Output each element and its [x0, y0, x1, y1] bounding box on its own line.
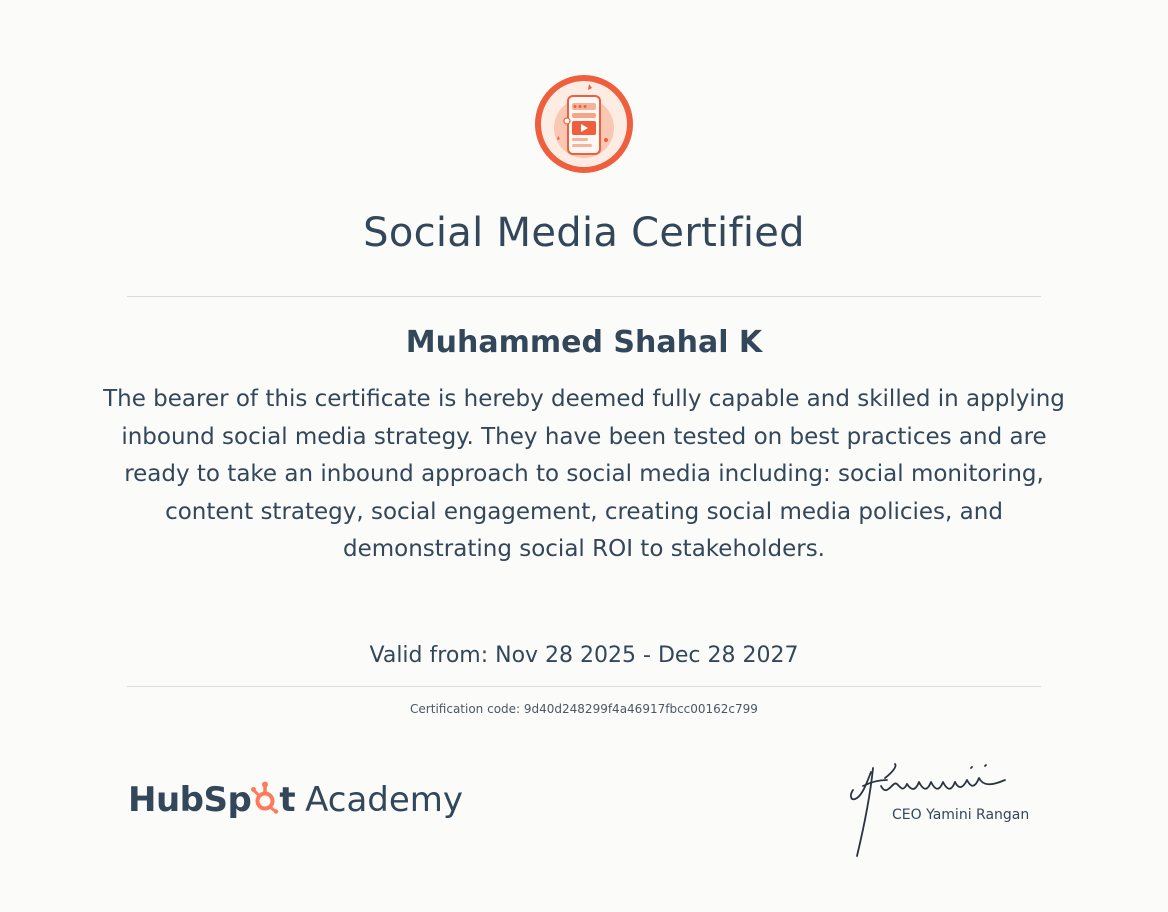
recipient-name: Muhammed Shahal K — [405, 325, 763, 360]
validity-dates: Valid from: Nov 28 2025 - Dec 28 2027 — [369, 643, 799, 668]
certificate-description: The bearer of this certificate is hereby deemed fully capable and skilled in applying inbound social media strategy. They have been tested on best practices and are ready to take an inbound approach to social media including: social monitoring, content strategy, social engagement, creating social media policies, and demonstrating social ROI to stakeholders. — [103, 386, 1065, 562]
hubspot-academy-logo — [128, 775, 463, 825]
certificate-title: Social Media Certified — [363, 210, 805, 256]
mobile-video-badge-icon — [534, 74, 634, 174]
certification-code: Certification code: 9d40d248299f4a46917fbcc00162c799 — [410, 702, 758, 716]
bottom-divider — [127, 686, 1041, 687]
ceo-caption: CEO Yamini Rangan — [892, 807, 1030, 823]
hubspot-sprocket-icon — [250, 780, 280, 814]
logo-wordmark-academy: Academy — [305, 780, 464, 820]
logo-wordmark-hub: HubSp — [128, 780, 252, 820]
top-divider — [127, 296, 1041, 297]
logo-wordmark-tail: t — [279, 780, 296, 820]
